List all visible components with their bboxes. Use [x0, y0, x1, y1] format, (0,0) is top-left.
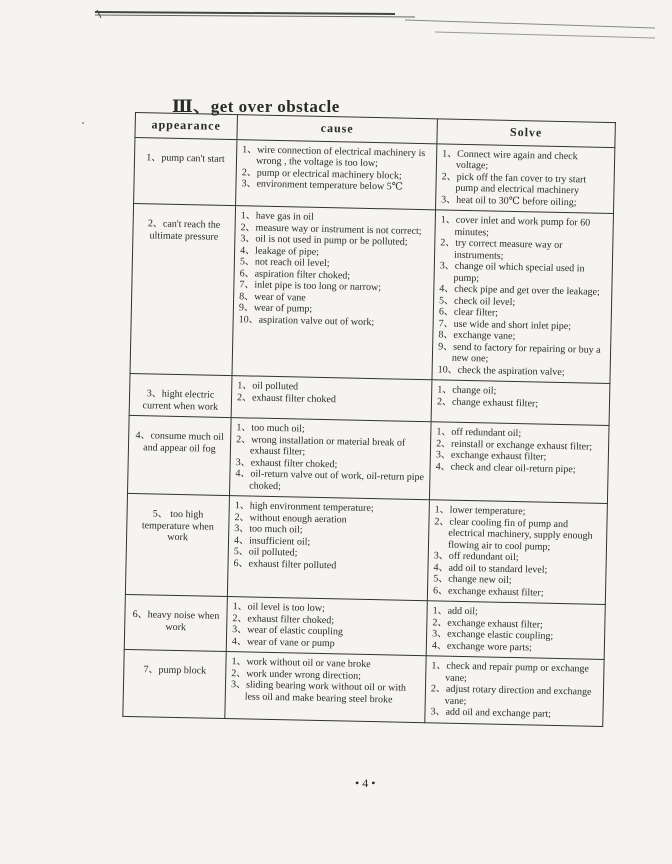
cause-item: 1、too much oil;: [236, 422, 305, 435]
troubleshooting-table-wrapper: [122, 112, 615, 726]
scan-speck: [82, 122, 84, 124]
appearance-cell: 7、pump block: [123, 649, 226, 718]
cause-item: 5、oil polluted;: [233, 546, 298, 559]
cause-cell: [236, 139, 437, 210]
solve-item: 1、add oil;: [432, 605, 479, 618]
cause-list: [237, 380, 426, 407]
table-row: [134, 137, 615, 214]
header-cause: cause: [237, 115, 437, 144]
solve-item: 5、change new oil;: [433, 573, 512, 586]
solve-item: 1、Connect wire again and check voltage;: [442, 147, 578, 172]
cause-item: 5、not reach oil level;: [239, 256, 330, 270]
solve-cell: [429, 422, 609, 504]
cause-item: 2、measure way or instrument is not correct;: [240, 221, 422, 237]
header-appearance: appearance: [135, 113, 237, 140]
appearance-cell: 2、can't reach the ultimate pressure: [130, 203, 236, 375]
cause-list: [233, 500, 423, 573]
solve-list: [441, 148, 609, 209]
cause-item: 2、exhaust filter choked: [236, 391, 337, 405]
cause-item: 1、wire connection of electrical machinery is wrong , the voltage is too low;: [242, 143, 426, 170]
cause-item: 2、without enough aeration: [234, 511, 347, 526]
solve-item: 6、exchange exhaust filter;: [432, 584, 544, 599]
table-row: [124, 594, 605, 659]
solve-item: 2、pick off the fan cover to try start pump and electrical machinery: [441, 170, 587, 197]
solve-item: 1、change oil;: [437, 384, 497, 397]
cause-list: [232, 601, 422, 651]
solve-item: 2、adjust rotary direction and exchange vane;: [430, 683, 592, 707]
solve-item: 2、change exhaust filter;: [436, 395, 539, 410]
header-solve: Solve: [437, 119, 615, 147]
solve-item: 7、use wide and short inlet pipe;: [438, 317, 572, 332]
cause-item: 9、wear of pump;: [238, 302, 313, 315]
solve-list: [432, 605, 600, 654]
solve-cell: [436, 143, 615, 213]
solve-cell: [432, 210, 614, 384]
solve-list: [430, 660, 598, 721]
cause-item: 1、have gas in oil: [240, 210, 314, 223]
section-title: Ⅲ、get over obstacle: [172, 97, 340, 116]
cause-list: [239, 210, 430, 329]
cause-item: 6、exhaust filter polluted: [233, 557, 337, 571]
solve-item: 3、off redundant oil;: [433, 550, 519, 564]
solve-item: 6、clear filter;: [438, 306, 499, 319]
header-rule: [95, 8, 655, 48]
cause-cell: [225, 652, 426, 723]
cause-item: 3、wear of elastic coupling: [232, 624, 344, 638]
cause-item: 3、exhaust filter choked;: [235, 456, 338, 470]
solve-list: [436, 426, 604, 475]
cause-list: [231, 656, 421, 706]
solve-item: 3、exchange exhaust filter;: [435, 449, 547, 463]
cause-cell: [231, 376, 432, 422]
solve-item: 1、lower temperature;: [434, 504, 526, 518]
solve-item: 2、reinstall or exchange exhaust filter;: [436, 437, 593, 453]
cause-cell: [232, 206, 436, 380]
solve-item: 3、add oil and exchange part;: [430, 706, 552, 720]
appearance-cell: 3、hight electric current when work: [129, 373, 232, 417]
solve-item: 4、check and clear oil-return pipe;: [435, 460, 576, 475]
solve-item: 4、exchange wore parts;: [431, 639, 532, 653]
appearance-cell: 1、pump can't start: [134, 137, 237, 206]
cause-item: 4、insufficient oil;: [233, 534, 311, 548]
cause-item: 8、wear of vane: [239, 290, 306, 304]
cause-item: 1、work without oil or vane broke: [231, 656, 371, 671]
solve-item: 2、exchange exhaust filter;: [432, 616, 543, 631]
appearance-cell: 6、heavy noise when work: [124, 594, 227, 651]
cause-item: 3、oil is not used in pump or be polluted;: [240, 233, 408, 248]
solve-item: 2、clear cooling fin of pump and electrical machinery, supply enough flowing air to cool pump;: [434, 515, 593, 553]
solve-item: 3、heat oil to 30℃ before oiling;: [441, 193, 577, 208]
cause-item: 2、wrong installation or material break of exhaust filter;: [236, 433, 406, 458]
appearance-cell: 4、consume much oil and appear oil fog: [128, 415, 232, 495]
cause-cell: [226, 597, 427, 656]
table-row: [128, 415, 610, 503]
solve-item: 4、check pipe and get over the leakage;: [439, 283, 600, 298]
cause-item: 3、too much oil;: [234, 523, 303, 536]
cause-item: 6、aspiration filter choked;: [239, 267, 351, 282]
cause-cell: [227, 496, 429, 601]
solve-cell: [426, 601, 605, 660]
solve-cell: [427, 500, 607, 605]
table-row: [125, 493, 607, 604]
solve-cell: [425, 656, 604, 726]
cause-item: 4、leakage of pipe;: [240, 244, 320, 258]
table-row: [123, 649, 604, 726]
solve-item: 1、off redundant oil;: [436, 426, 522, 440]
solve-item: 1、check and repair pump or exchange vane;: [431, 660, 589, 684]
troubleshooting-table: [122, 112, 616, 726]
cause-item: 2、work under wrong direction;: [231, 667, 362, 682]
cause-list: [241, 144, 431, 194]
table-row: [130, 203, 613, 383]
cause-item: 4、wear of vane or pump: [231, 635, 335, 649]
solve-item: 5、check oil level;: [439, 294, 516, 308]
cause-item: 1、oil polluted: [237, 380, 299, 393]
cause-item: 2、pump or electrical machinery block;: [241, 166, 402, 182]
cause-item: 2、exhaust filter choked;: [232, 612, 335, 626]
solve-item: 3、exchange elastic coupling;: [432, 628, 554, 642]
solve-item: 10、check the aspiration valve;: [437, 363, 565, 378]
solve-list: [438, 214, 608, 378]
solve-item: 8、exchange vane;: [438, 329, 516, 343]
solve-item: 4、add oil to standard level;: [433, 561, 548, 576]
cause-item: 3、environment temperature below 5℃: [241, 178, 404, 193]
cause-item: 1、high environment temperature;: [234, 500, 374, 515]
page-number: • 4 •: [355, 776, 376, 790]
appearance-cell: 5、 too high temperature when work: [125, 493, 229, 596]
cause-list: [235, 422, 425, 495]
solve-item: 2、try correct measure way or instruments;: [440, 237, 563, 262]
cause-cell: [229, 418, 431, 500]
solve-item: 9、send to factory for repairing or buy a new one;: [438, 340, 601, 365]
solve-cell: [431, 380, 610, 426]
cause-item: 4、oil-return valve out of work, oil-return pipe choked;: [235, 468, 425, 492]
solve-list: [437, 384, 604, 410]
cause-item: 1、oil level is too low;: [232, 601, 325, 615]
solve-item: 1、cover inlet and work pump for 60 minutes;: [440, 214, 591, 238]
cause-item: 10、aspiration valve out of work;: [238, 313, 375, 328]
solve-list: [433, 504, 602, 599]
cause-item: 7、inlet pipe is too long or narrow;: [239, 279, 382, 294]
cause-item: 3、sliding bearing work without oil or with less oil and make bearing steel broke: [230, 679, 407, 706]
solve-item: 3、change oil which special used in pump;: [439, 260, 585, 284]
